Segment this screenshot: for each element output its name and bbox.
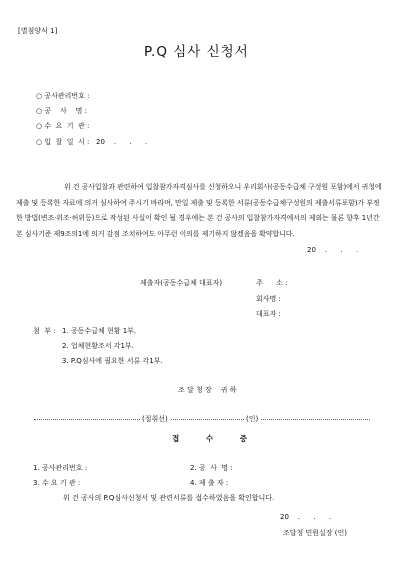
attachments-label: 첨 부 : bbox=[33, 327, 56, 335]
submitter-label: 제출자(공동수급체 대표자) bbox=[140, 279, 223, 287]
receipt-submitter: 4. 제 출 자 : bbox=[190, 479, 229, 487]
submitter-address: 주 소 : bbox=[256, 279, 288, 287]
cut-line-seal: (인) bbox=[246, 415, 259, 423]
bullet-icon: ○ bbox=[36, 122, 45, 130]
field-label: 공사관리번호 : bbox=[44, 92, 90, 100]
field-bid-date bbox=[36, 137, 147, 147]
application-date: 20 . . . bbox=[307, 246, 359, 254]
cut-line bbox=[34, 419, 370, 420]
form-tag: [별첨양식 1] bbox=[18, 27, 58, 35]
bullet-icon: ○ bbox=[36, 107, 45, 115]
receipt-project-name: 2. 공 사 명 : bbox=[190, 464, 233, 472]
submitter-company: 회사명 : bbox=[256, 295, 281, 303]
receipt-date: 20 . . . bbox=[280, 513, 332, 521]
receipt-confirmation: 위 건 공사의 P.Q심사신청서 및 관련서류를 접수하였음을 확인합니다. bbox=[63, 494, 275, 502]
attachment-item: 3. P.Q심사에 필요한 서류 각1부. bbox=[62, 357, 163, 365]
page-title: P.Q 심사 신청서 bbox=[144, 44, 249, 60]
field-label: 공 사 명 : bbox=[44, 107, 88, 115]
field-label: 수 요 기 관 : bbox=[44, 122, 90, 130]
attachment-item: 2. 업체현황조서 각1부. bbox=[62, 342, 134, 350]
attachment-item: 1. 공동수급체 현황 1부. bbox=[62, 327, 137, 335]
field-label: 입 찰 일 시 : 20 . . . bbox=[44, 138, 148, 146]
field-project-number bbox=[36, 91, 90, 101]
receipt-title: 접 수 증 bbox=[172, 434, 259, 443]
declaration-paragraph: 위 건 공사입찰과 관련하여 입찰참가자격심사를 신청하오니 우리회사(공동수급체 구성원 포함)에서 귀청에 제출 및 등록한 자료에 의거 심사하여 주시기 바라며, 만일 제출 및 등록한 서류(공동수급체구성원의 제출서류포함)가 부정한 방법(변조·위조·허위등)으로 작성된 사실이 확인 될 경우에는 본 건 공사의 입찰참가자격에서의 제외는 물론 향후 1년간 본 심사기준 제9조의1에 의거 감점 조치하여도 아무런 이의를 제기하지 않겠음을 확약합니다. bbox=[16, 183, 382, 238]
submitter-representative: 대표자 : bbox=[256, 310, 281, 318]
field-project-name bbox=[36, 106, 87, 116]
receipt-signer: 조달청 민원실장 (인) bbox=[283, 529, 348, 537]
receipt-demand-agency: 3. 수 요 기 관 : bbox=[33, 479, 81, 487]
bullet-icon: ○ bbox=[36, 92, 45, 100]
cut-line-label: (절취선) bbox=[142, 415, 168, 423]
field-demand-agency bbox=[36, 121, 89, 131]
receipt-project-number: 1. 공사관리번호 : bbox=[33, 464, 88, 472]
addressee: 조 달 청 장 귀 하 bbox=[178, 386, 237, 394]
bullet-icon: ○ bbox=[36, 138, 45, 146]
